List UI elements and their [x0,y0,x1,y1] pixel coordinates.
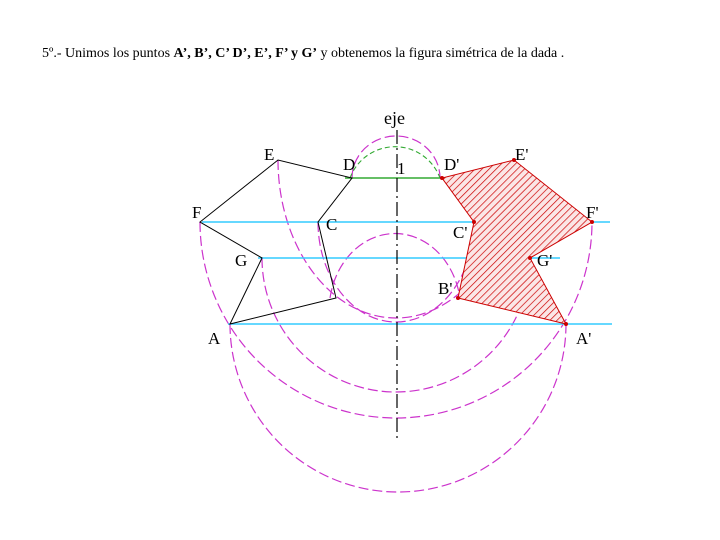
label-d-prime: D' [444,155,460,174]
point-c-prime [472,220,476,224]
label-g: G [235,251,248,270]
point-a-prime [564,322,568,326]
arc-a [230,324,566,492]
axis-label: eje [384,108,405,128]
label-d: D [343,155,356,174]
label-c-prime: C' [453,223,468,242]
label-f-prime: F' [586,203,599,222]
label-a-prime: A' [576,329,592,348]
label-a: A [208,329,221,348]
label-f: F [192,203,202,222]
label-g-prime: G' [537,251,553,270]
point-d-prime [440,176,444,180]
point-b-prime [456,296,460,300]
label-c: C [326,215,338,234]
symmetric-figure [442,160,592,324]
point-g-prime [528,256,532,260]
label-e-prime: E' [515,145,529,164]
label-e: E [264,145,275,164]
caption-prefix: 5º.- Unimos los puntos [42,46,174,61]
label-b-prime: B' [438,279,453,298]
axis-point-label: 1 [397,159,406,178]
original-figure [200,160,352,324]
arc-c [318,222,474,322]
caption-suffix: y obtenemos la figura simétrica de la dada . [317,46,565,61]
caption-points: A’, B’, C’ D’, E’, F’ y G’ [173,46,317,61]
green-arc [350,147,440,178]
